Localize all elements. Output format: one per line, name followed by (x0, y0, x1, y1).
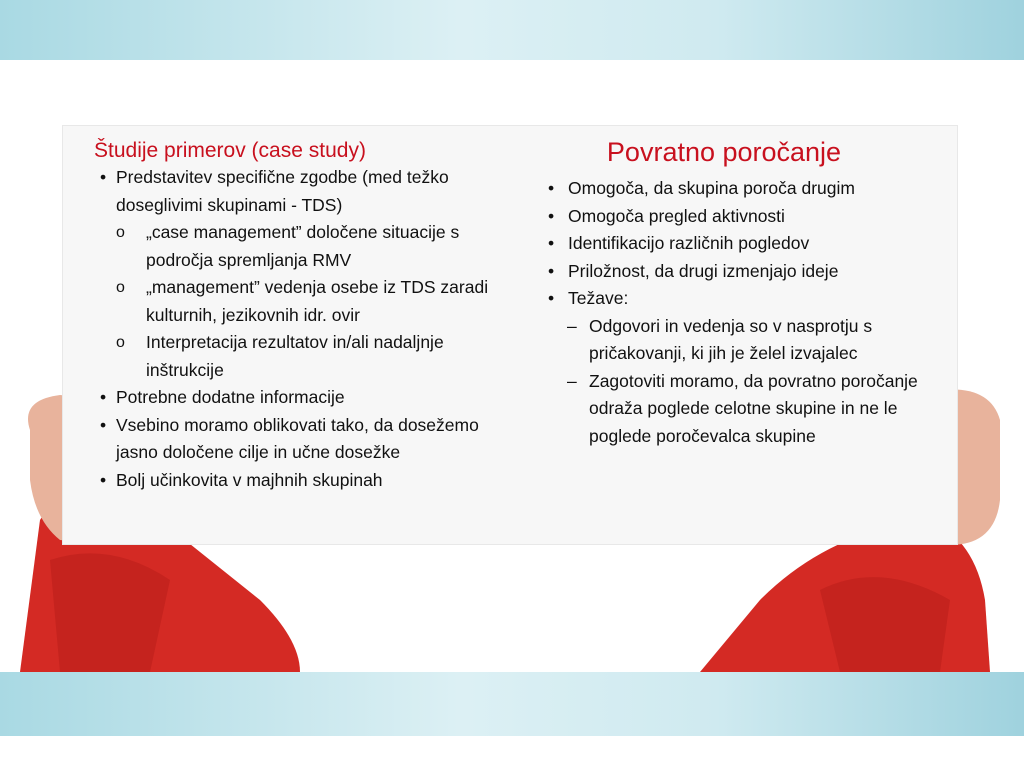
bullet-text: Potrebne dodatne informacije (116, 387, 345, 407)
bullet-marker: o (116, 224, 125, 241)
bullet-text: Omogoča pregled aktivnosti (568, 205, 785, 226)
bullet-marker: – (567, 370, 577, 391)
feedback-section (548, 138, 948, 450)
bullet-item (94, 384, 504, 412)
feedback-heading: Povratno poročanje (606, 137, 842, 167)
bullet-item (548, 285, 948, 313)
case-study-section (94, 138, 504, 494)
bullet-item (548, 203, 948, 231)
case-study-heading: Študije primerov (case study) (94, 139, 366, 162)
bullet-text: Težave: (568, 288, 629, 308)
bullet-marker: – (567, 315, 577, 336)
sub-bullet-item (94, 219, 504, 274)
bullet-marker: • (548, 178, 555, 198)
bullet-marker: • (548, 233, 555, 253)
bullet-text: „case management” določene situacije s področja spremljanja RMV (146, 222, 460, 270)
bottom-decor-band (0, 672, 1024, 736)
bullet-item (94, 467, 504, 495)
bullet-text: Bolj učinkovita v majhnih skupinah (116, 469, 383, 490)
bullet-item (548, 230, 948, 258)
sub-bullet-item (548, 368, 948, 451)
bullet-marker: o (116, 334, 125, 351)
bullet-marker: • (100, 414, 107, 435)
bullet-text: Identifikacijo različnih pogledov (568, 233, 810, 253)
bullet-item (94, 164, 504, 219)
bullet-item (548, 258, 948, 286)
bullet-text: Omogoča, da skupina poroča drugim (568, 178, 855, 198)
bullet-marker: • (548, 205, 555, 226)
case-study-list (94, 164, 504, 494)
bullet-text: Interpretacija rezultatov in/ali nadaljnje inštrukcije (146, 332, 444, 380)
feedback-list (548, 175, 948, 450)
bullet-text: Priložnost, da drugi izmenjajo ideje (568, 260, 839, 281)
bullet-text: Predstavitev specifične zgodbe (med težko doseglivimi skupinami - TDS) (116, 167, 449, 215)
sub-bullet-item (94, 274, 504, 329)
bullet-text: „management” vedenja osebe iz TDS zaradi kulturnih, jezikovnih idr. ovir (146, 277, 489, 325)
bullet-marker: • (100, 469, 107, 490)
bullet-text: Zagotoviti moramo, da povratno poročanje odraža poglede celotne skupine in ne le poglede poročevalca skupine (589, 370, 918, 446)
bullet-marker: • (548, 260, 555, 281)
sub-bullet-item (94, 329, 504, 384)
bullet-marker: • (548, 288, 555, 308)
bullet-marker: • (100, 387, 107, 407)
sub-bullet-item (548, 313, 948, 368)
bullet-marker: o (116, 279, 125, 296)
bullet-marker: • (100, 167, 107, 187)
bullet-text: Odgovori in vedenja so v nasprotju s pričakovanji, ki jih je želel izvajalec (589, 315, 873, 363)
bullet-item (94, 412, 504, 467)
bullet-text: Vsebino moramo oblikovati tako, da dosežemo jasno določene cilje in učne dosežke (116, 414, 479, 462)
bullet-item (548, 175, 948, 203)
